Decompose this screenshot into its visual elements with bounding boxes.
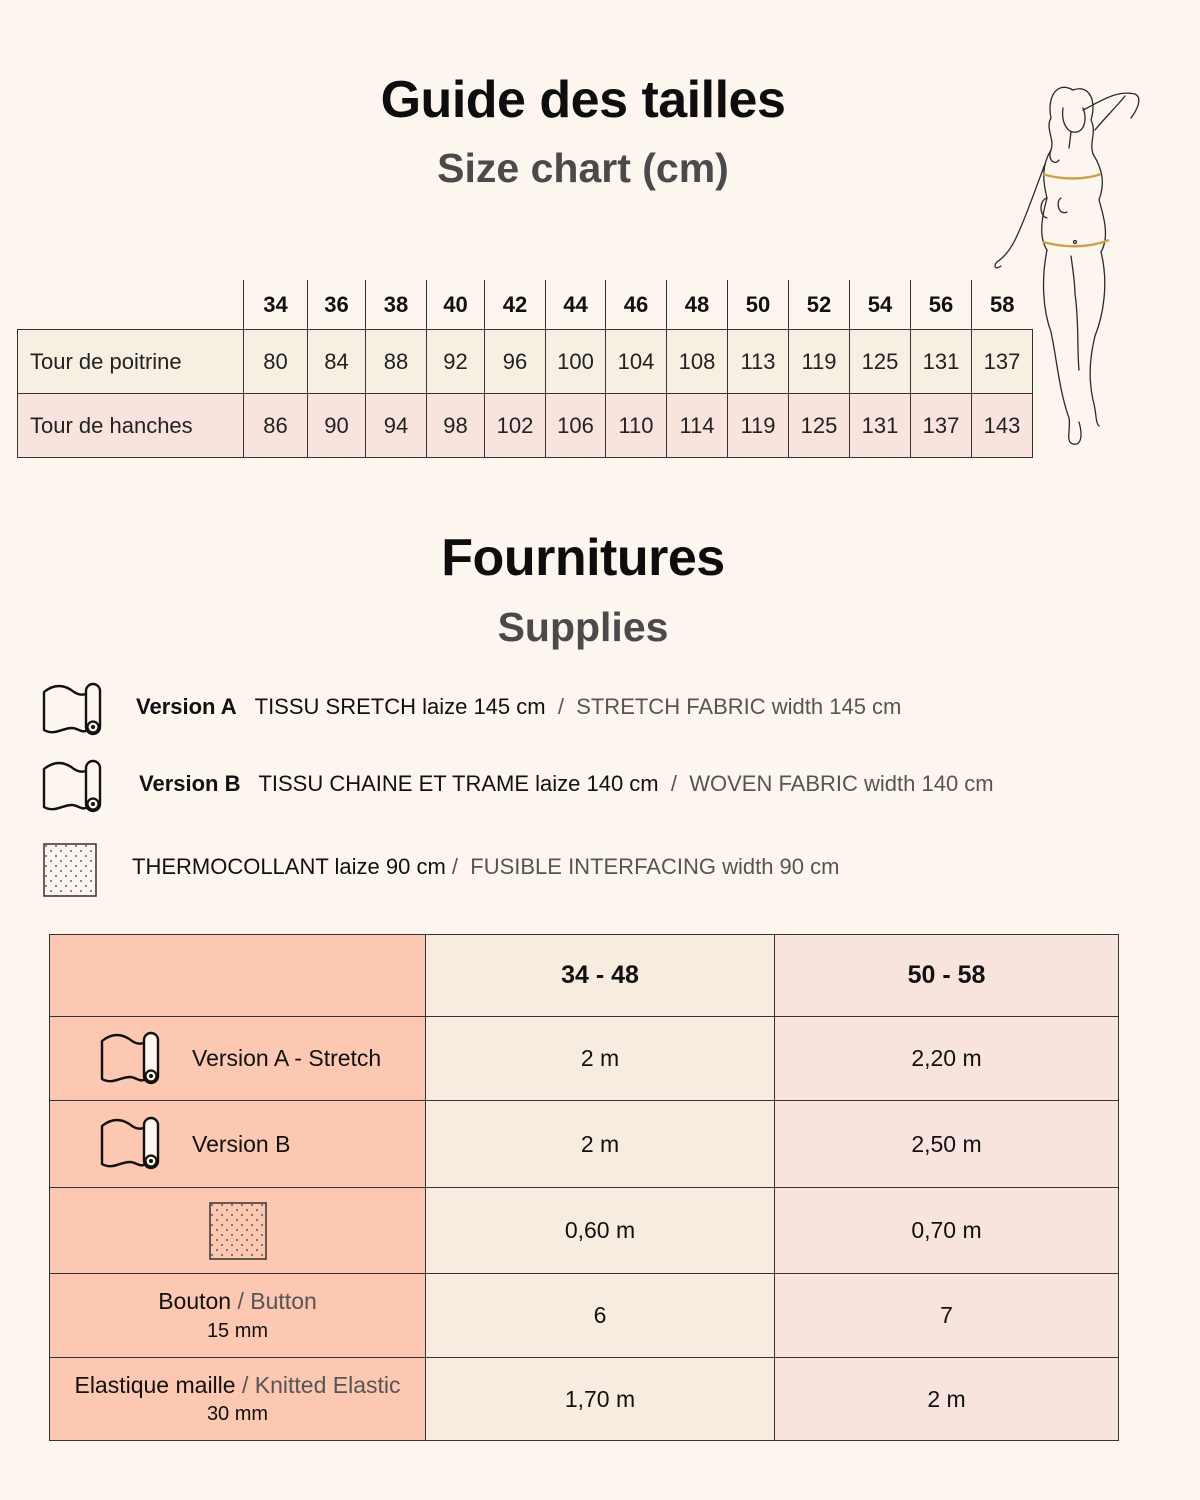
hips-value: 98 bbox=[427, 394, 485, 458]
label-separator: / bbox=[235, 1371, 255, 1398]
bust-value: 108 bbox=[667, 330, 728, 394]
table-row bbox=[50, 1017, 1119, 1101]
label-en: Knitted Elastic bbox=[254, 1371, 401, 1398]
supply-separator: / bbox=[451, 854, 459, 879]
supply-item-version-a bbox=[136, 694, 901, 720]
hips-value: 94 bbox=[366, 394, 427, 458]
size-header: 56 bbox=[911, 280, 972, 330]
quantity-cell: 1,70 m bbox=[426, 1358, 775, 1441]
hips-value: 131 bbox=[850, 394, 911, 458]
table-row bbox=[50, 1358, 1119, 1441]
bust-value: 100 bbox=[546, 330, 606, 394]
label-size: 15 mm bbox=[206, 1319, 269, 1342]
hips-value: 114 bbox=[667, 394, 728, 458]
supply-en-text: STRETCH FABRIC width 145 cm bbox=[576, 694, 902, 719]
quantity-cell: 2 m bbox=[426, 1017, 775, 1101]
header-size-range: 34 - 48 bbox=[426, 935, 775, 1017]
quantity-cell: 7 bbox=[775, 1274, 1119, 1358]
quantity-cell: 0,70 m bbox=[775, 1188, 1119, 1274]
hips-value: 137 bbox=[911, 394, 972, 458]
hips-value: 143 bbox=[972, 394, 1033, 458]
hips-value: 106 bbox=[546, 394, 606, 458]
row-label-text: Version B bbox=[192, 1130, 291, 1157]
size-guide-subtitle: Size chart (cm) bbox=[437, 145, 729, 191]
supply-item-version-b bbox=[139, 771, 994, 797]
supply-fr-text: THERMOCOLLANT laize 90 cm bbox=[132, 854, 446, 879]
quantity-cell: 2,50 m bbox=[775, 1101, 1119, 1188]
size-header: 42 bbox=[485, 280, 546, 330]
supply-separator: / bbox=[557, 694, 564, 719]
size-header-corner bbox=[18, 280, 244, 330]
label-fr: Elastique maille bbox=[74, 1371, 236, 1398]
supplies-quantity-table bbox=[49, 934, 1119, 1441]
supplies-title: Fournitures bbox=[441, 529, 725, 587]
size-header: 44 bbox=[546, 280, 606, 330]
bust-value: 92 bbox=[427, 330, 485, 394]
size-header: 38 bbox=[366, 280, 427, 330]
row-label-elastic bbox=[50, 1358, 426, 1441]
size-header: 46 bbox=[606, 280, 667, 330]
size-header: 50 bbox=[728, 280, 789, 330]
quantity-cell: 2 m bbox=[426, 1101, 775, 1188]
table-row-bust bbox=[18, 330, 1033, 394]
row-label-version-a bbox=[50, 1017, 426, 1101]
size-header: 36 bbox=[308, 280, 366, 330]
supply-version-label: Version B bbox=[139, 771, 241, 796]
bust-value: 113 bbox=[728, 330, 789, 394]
supplies-subtitle: Supplies bbox=[497, 604, 669, 650]
hips-value: 125 bbox=[789, 394, 850, 458]
label-separator: / bbox=[231, 1288, 251, 1315]
row-label-version-b bbox=[50, 1101, 426, 1188]
size-header: 52 bbox=[789, 280, 850, 330]
bust-value: 137 bbox=[972, 330, 1033, 394]
row-label-button bbox=[50, 1274, 426, 1358]
hips-value: 102 bbox=[485, 394, 546, 458]
label-fr: Bouton bbox=[158, 1288, 232, 1315]
label-size: 30 mm bbox=[206, 1403, 269, 1426]
fabric-roll-icon bbox=[100, 1029, 160, 1089]
size-header: 34 bbox=[244, 280, 308, 330]
supply-en-text: WOVEN FABRIC width 140 cm bbox=[689, 771, 994, 796]
table-header-row bbox=[50, 935, 1119, 1017]
table-row bbox=[50, 1274, 1119, 1358]
header-corner bbox=[50, 935, 426, 1017]
interfacing-icon bbox=[209, 1202, 267, 1260]
row-label-bust: Tour de poitrine bbox=[18, 330, 244, 394]
size-header: 58 bbox=[972, 280, 1033, 330]
hips-value: 86 bbox=[244, 394, 308, 458]
table-row bbox=[50, 1101, 1119, 1188]
row-label-interfacing bbox=[50, 1188, 426, 1274]
quantity-cell: 6 bbox=[426, 1274, 775, 1358]
fabric-roll-icon bbox=[42, 759, 102, 815]
supply-separator: / bbox=[670, 771, 677, 796]
table-row-hips bbox=[18, 394, 1033, 458]
bust-value: 104 bbox=[606, 330, 667, 394]
size-header: 48 bbox=[667, 280, 728, 330]
label-en: Button bbox=[250, 1288, 317, 1315]
row-label-hips: Tour de hanches bbox=[18, 394, 244, 458]
interfacing-icon bbox=[43, 843, 97, 897]
hips-value: 110 bbox=[606, 394, 667, 458]
fabric-roll-icon bbox=[42, 682, 102, 738]
bust-value: 119 bbox=[789, 330, 850, 394]
bust-value: 131 bbox=[911, 330, 972, 394]
quantity-cell: 2 m bbox=[775, 1358, 1119, 1441]
quantity-cell: 0,60 m bbox=[426, 1188, 775, 1274]
supply-fr-text: TISSU CHAINE ET TRAME laize 140 cm bbox=[258, 771, 659, 796]
supply-version-label: Version A bbox=[136, 694, 237, 719]
size-guide-title: Guide des tailles bbox=[380, 71, 786, 129]
table-row bbox=[50, 1188, 1119, 1274]
bust-value: 88 bbox=[366, 330, 427, 394]
size-chart-table bbox=[17, 280, 1033, 458]
hips-value: 119 bbox=[728, 394, 789, 458]
supply-item-interfacing bbox=[132, 854, 839, 880]
bust-value: 125 bbox=[850, 330, 911, 394]
row-label-text: Version A - Stretch bbox=[192, 1045, 382, 1071]
fabric-roll-icon bbox=[100, 1114, 160, 1174]
supply-fr-text: TISSU SRETCH laize 145 cm bbox=[254, 694, 546, 719]
header-size-range: 50 - 58 bbox=[775, 935, 1119, 1017]
quantity-cell: 2,20 m bbox=[775, 1017, 1119, 1101]
hips-value: 90 bbox=[308, 394, 366, 458]
supply-en-text: FUSIBLE INTERFACING width 90 cm bbox=[470, 854, 840, 879]
bust-value: 80 bbox=[244, 330, 308, 394]
size-header: 40 bbox=[427, 280, 485, 330]
bust-value: 84 bbox=[308, 330, 366, 394]
bust-value: 96 bbox=[485, 330, 546, 394]
size-header: 54 bbox=[850, 280, 911, 330]
